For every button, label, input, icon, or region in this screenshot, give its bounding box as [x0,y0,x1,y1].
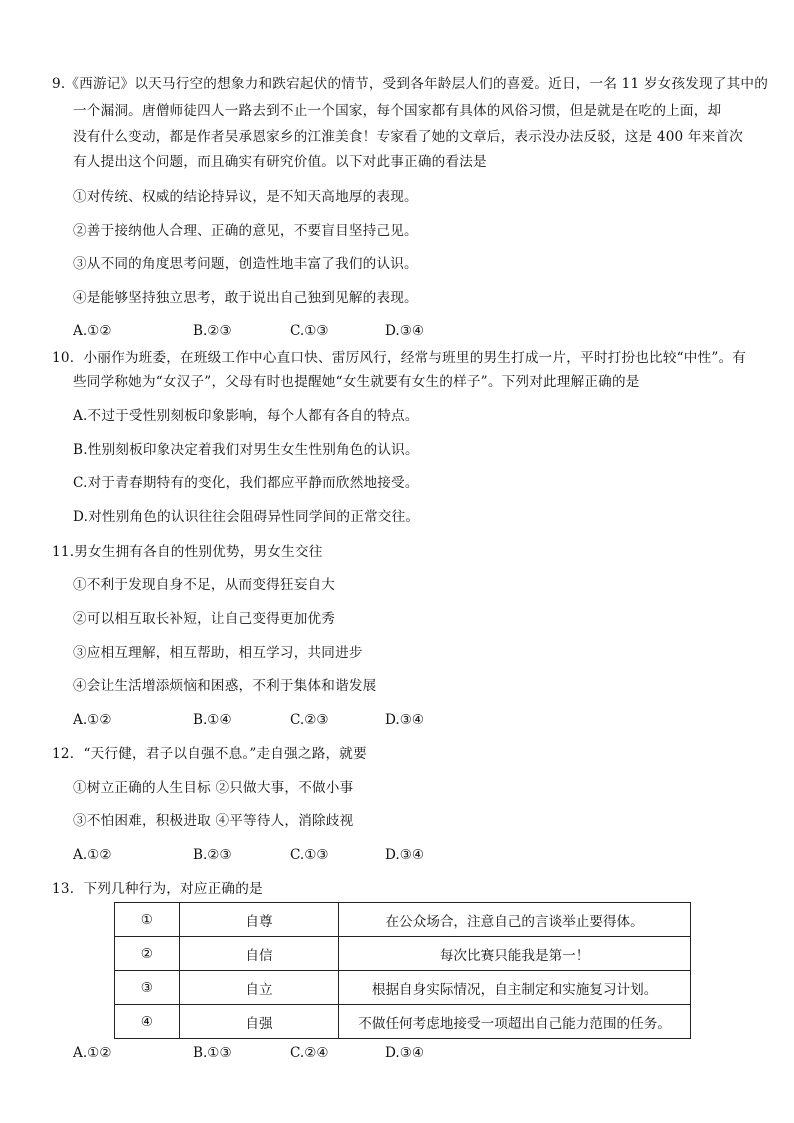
row-trait: 自立 [179,971,338,1005]
q12-option-line-1: ①树立正确的人生目标 ②只做大事，不做小事 [73,780,354,796]
q9-option-4: ④是能够坚持独立思考，敢于说出自己独到见解的表现。 [73,290,418,306]
q11-option-1: ①不利于发现自身不足，从而变得狂妄自大 [73,577,336,593]
q12-choice-c[interactable]: C.①③ [290,847,329,863]
q11-choice-a[interactable]: A.①② [73,712,112,728]
q11-option-3: ③应相互理解，相互帮助，相互学习，共同进步 [73,645,363,661]
row-trait: 自尊 [179,903,338,937]
q10-option-d[interactable]: D.对性别角色的认识往往会阻碍异性同学间的正常交往。 [73,509,420,525]
q13-choice-c[interactable]: C.②④ [290,1045,329,1061]
q12-stem: 12．“天行健，君子以自强不息。”走自强之路，就要 [52,746,367,762]
q10-option-b[interactable]: B.性别刻板印象决定着我们对男生女生性别角色的认识。 [73,442,419,458]
q11-choice-b[interactable]: B.①④ [193,712,232,728]
q11-option-2: ②可以相互取长补短，让自己变得更加优秀 [73,611,336,627]
table-row [115,937,691,971]
q13-choice-b[interactable]: B.①③ [193,1045,232,1061]
row-trait: 自信 [179,937,338,971]
row-behavior: 在公众场合，注意自己的言谈举止要得体。 [339,903,691,937]
row-number: ④ [115,1005,180,1039]
q10-stem-line-1: 10．小丽作为班委，在班级工作中心直口快、雷厉风行，经常与班里的男生打成一片，平时打扮也比较“中性”。有 [52,350,747,366]
q13-choices [73,1044,673,1062]
q9-stem-line-3: 没有什么变动，都是作者吴承恩家乡的江淮美食！专家看了她的文章后，表示没办法反驳，这是 400 年来首次 [73,129,744,145]
row-behavior: 每次比赛只能我是第一！ [339,937,691,971]
q12-option-line-2: ③不怕困难，积极进取 ④平等待人，消除歧视 [73,813,354,829]
q9-option-3: ③从不同的角度思考问题，创造性地丰富了我们的认识。 [73,256,418,272]
q13-choice-a[interactable]: A.①② [73,1045,112,1061]
q9-stem-line-4: 有人提出这个问题，而且确实有研究价值。以下对此事正确的看法是 [73,154,487,170]
q12-choice-b[interactable]: B.②③ [193,847,232,863]
table-row [115,1005,691,1039]
q9-stem-line-1: 9.《西游记》以天马行空的想象力和跌宕起伏的情节，受到各年龄层人们的喜爱。近日，一名 11 岁女孩发现了其中的 [52,76,768,92]
q10-option-a[interactable]: A.不过于受性别刻板印象影响，每个人都有各自的特点。 [73,408,419,424]
q9-choice-a[interactable]: A.①② [73,323,112,339]
q9-choice-c[interactable]: C.①③ [290,323,329,339]
q11-option-4: ④会让生活增添烦恼和困惑，不利于集体和谐发展 [73,678,377,694]
row-behavior: 不做任何考虑地接受一项超出自己能力范围的任务。 [339,1005,691,1039]
row-number: ② [115,937,180,971]
q9-choice-d[interactable]: D.③④ [385,323,425,339]
row-trait: 自强 [179,1005,338,1039]
table-row [115,971,691,1005]
q9-choices [73,322,673,340]
q11-choice-c[interactable]: C.②③ [290,712,329,728]
q11-choices [73,711,673,729]
q10-option-c[interactable]: C.对于青春期特有的变化，我们都应平静而欣然地接受。 [73,475,419,491]
row-number: ③ [115,971,180,1005]
q11-choice-d[interactable]: D.③④ [385,712,425,728]
q13-behavior-table [114,902,691,1039]
q11-stem: 11.男女生拥有各自的性别优势，男女生交往 [52,544,323,560]
q9-option-2: ②善于接纳他人合理、正确的意见，不要盲目坚持己见。 [73,223,418,239]
q9-choice-b[interactable]: B.②③ [193,323,232,339]
q12-choice-a[interactable]: A.①② [73,847,112,863]
q13-choice-d[interactable]: D.③④ [385,1045,425,1061]
q9-option-1: ①对传统、权威的结论持异议，是不知天高地厚的表现。 [73,189,418,205]
q13-stem: 13．下列几种行为，对应正确的是 [52,881,263,897]
row-number: ① [115,903,180,937]
q10-stem-line-2: 些同学称她为“女汉子”，父母有时也提醒她“女生就要有女生的样子”。下列对此理解正确的是 [73,374,640,390]
q12-choices [73,846,673,864]
table-row [115,903,691,937]
q9-stem-line-2: 一个漏洞。唐僧师徒四人一路去到不止一个国家，每个国家都有具体的风俗习惯，但是就是在吃的上面，却 [73,103,722,119]
row-behavior: 根据自身实际情况，自主制定和实施复习计划。 [339,971,691,1005]
q12-choice-d[interactable]: D.③④ [385,847,425,863]
